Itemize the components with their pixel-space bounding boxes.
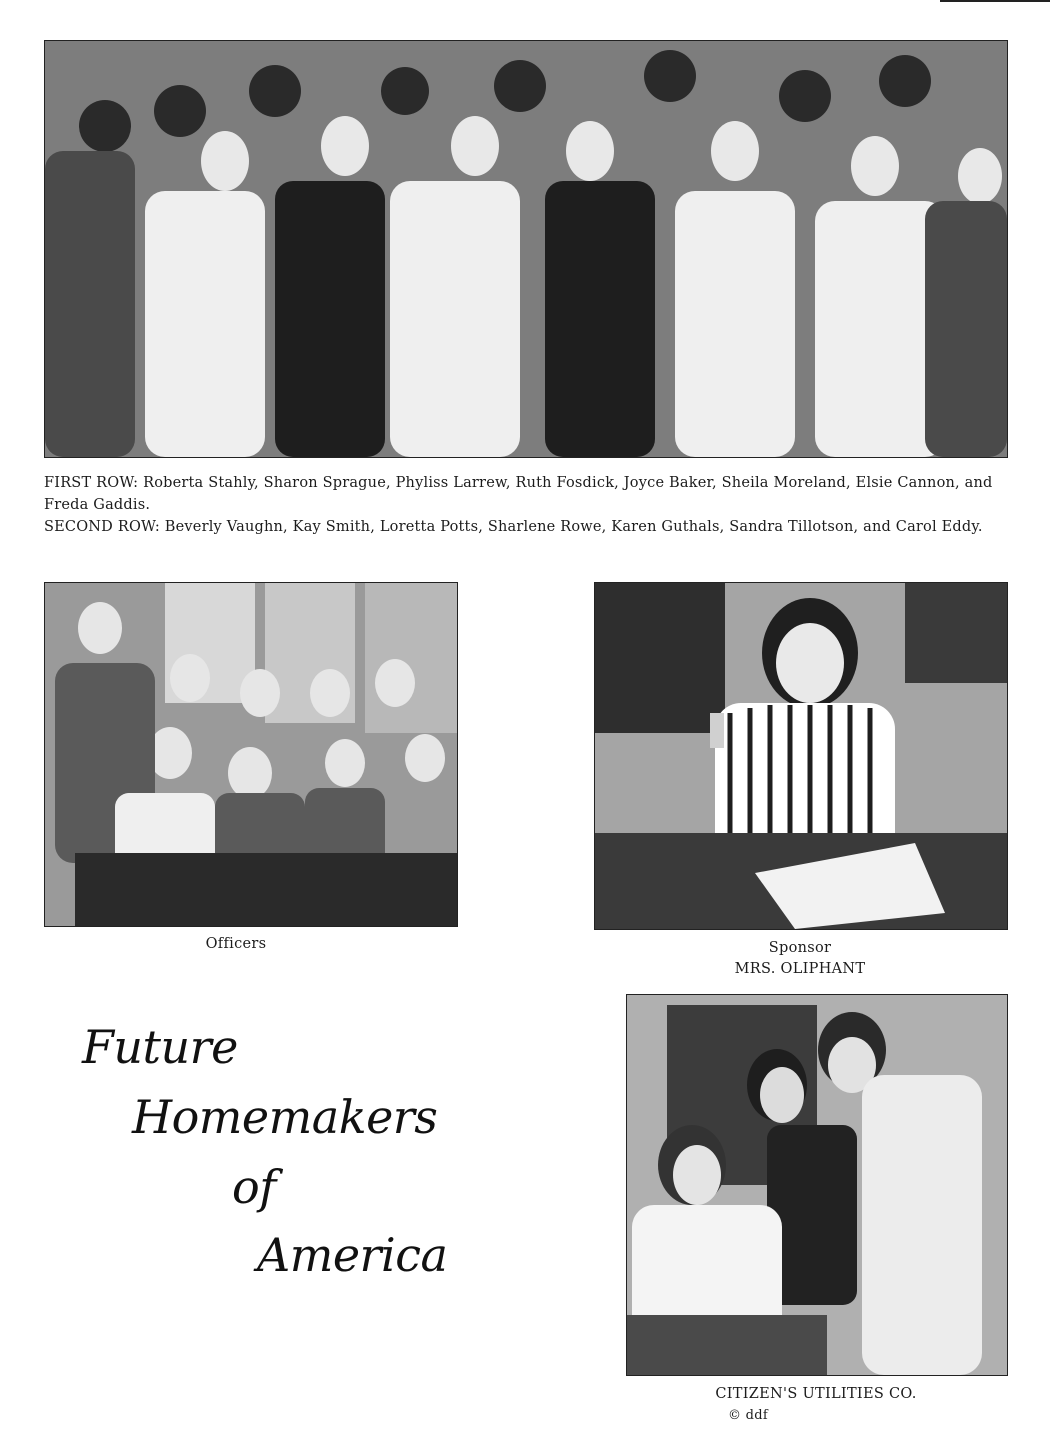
utilities-photo [626, 994, 1008, 1376]
sponsor-photo-figures [595, 583, 1007, 929]
second-row-names: Beverly Vaughn, Kay Smith, Loretta Potts, Sharlene Rowe, Karen Guthals, Sandra Tillotson, and Carol Eddy. [164, 519, 983, 535]
title-line-america: America [257, 1228, 448, 1282]
group-photo-figures [45, 41, 1007, 457]
utilities-photo-figures [627, 995, 1007, 1375]
copyright-watermark: © ddf [727, 1408, 769, 1423]
sponsor-photo [594, 582, 1008, 930]
utilities-caption: CITIZEN'S UTILITIES CO. [715, 1386, 917, 1402]
group-photo [44, 40, 1008, 458]
group-caption [44, 472, 1014, 538]
first-row-label: FIRST ROW: [44, 475, 139, 491]
first-row-caption [44, 472, 1014, 516]
title-line-future: Future [82, 1020, 238, 1074]
sponsor-role-caption: Sponsor [768, 940, 832, 956]
second-row-caption [44, 516, 1014, 538]
officers-caption: Officers [205, 936, 267, 952]
title-line-homemakers: Homemakers [132, 1090, 438, 1144]
first-row-names: Roberta Stahly, Sharon Sprague, Phyliss Larrew, Ruth Fosdick, Joyce Baker, Sheila Moreland, Elsie Cannon, and Freda Gaddis. [44, 475, 993, 513]
officers-photo-figures [45, 583, 457, 926]
officers-photo [44, 582, 458, 927]
title-line-of: of [232, 1160, 276, 1214]
sponsor-name-caption: MRS. OLIPHANT [734, 961, 866, 977]
page-corner-rule [940, 0, 1050, 2]
second-row-label: SECOND ROW: [44, 519, 160, 535]
